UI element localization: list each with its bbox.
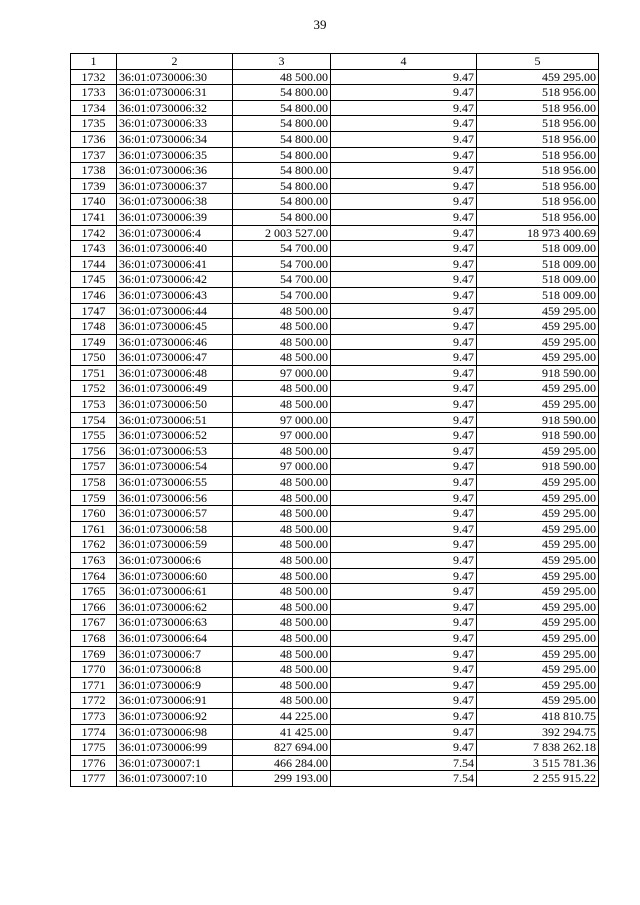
rate-value: 9.47 [331, 693, 477, 709]
area-value: 97 000.00 [233, 412, 331, 428]
cost-value: 459 295.00 [477, 475, 599, 491]
rate-value: 7.54 [331, 755, 477, 771]
area-value: 48 500.00 [233, 630, 331, 646]
area-value: 54 800.00 [233, 163, 331, 179]
row-number: 1765 [71, 584, 117, 600]
table-row [71, 147, 599, 163]
cadastral-number: 36:01:0730006:55 [117, 475, 233, 491]
rate-value: 9.47 [331, 147, 477, 163]
cost-value: 518 956.00 [477, 194, 599, 210]
cadastral-number: 36:01:0730006:40 [117, 241, 233, 257]
rate-value: 9.47 [331, 630, 477, 646]
area-value: 54 800.00 [233, 209, 331, 225]
row-number: 1757 [71, 459, 117, 475]
rate-value: 9.47 [331, 599, 477, 615]
cadastral-number: 36:01:0730006:39 [117, 209, 233, 225]
cost-value: 459 295.00 [477, 584, 599, 600]
table-row [71, 209, 599, 225]
row-number: 1769 [71, 646, 117, 662]
cost-value: 518 956.00 [477, 85, 599, 101]
cost-value: 459 295.00 [477, 397, 599, 413]
table-row [71, 225, 599, 241]
row-number: 1735 [71, 116, 117, 132]
cost-value: 518 956.00 [477, 178, 599, 194]
cadastral-number: 36:01:0730006:42 [117, 272, 233, 288]
rate-value: 9.47 [331, 537, 477, 553]
area-value: 54 800.00 [233, 131, 331, 147]
cadastral-number: 36:01:0730006:50 [117, 397, 233, 413]
cost-value: 3 515 781.36 [477, 755, 599, 771]
area-value: 54 700.00 [233, 256, 331, 272]
cost-value: 459 295.00 [477, 677, 599, 693]
cadastral-number: 36:01:0730006:9 [117, 677, 233, 693]
cadastral-number: 36:01:0730006:44 [117, 303, 233, 319]
rate-value: 9.47 [331, 397, 477, 413]
cost-value: 459 295.00 [477, 69, 599, 85]
cost-value: 518 956.00 [477, 116, 599, 132]
area-value: 48 500.00 [233, 303, 331, 319]
cadastral-number: 36:01:0730006:56 [117, 490, 233, 506]
row-number: 1756 [71, 443, 117, 459]
row-number: 1760 [71, 506, 117, 522]
rate-value: 9.47 [331, 85, 477, 101]
cadastral-number: 36:01:0730006:60 [117, 568, 233, 584]
table-row [71, 599, 599, 615]
column-header-1: 1 [71, 54, 117, 70]
cadastral-number: 36:01:0730006:52 [117, 428, 233, 444]
area-value: 48 500.00 [233, 537, 331, 553]
rate-value: 9.47 [331, 490, 477, 506]
table-row [71, 381, 599, 397]
table-row [71, 334, 599, 350]
table-row [71, 755, 599, 771]
cadastral-number: 36:01:0730006:99 [117, 740, 233, 756]
table-row [71, 521, 599, 537]
row-number: 1732 [71, 69, 117, 85]
table-row [71, 708, 599, 724]
cost-value: 459 295.00 [477, 381, 599, 397]
cadastral-number: 36:01:0730006:33 [117, 116, 233, 132]
cadastral-number: 36:01:0730006:35 [117, 147, 233, 163]
row-number: 1747 [71, 303, 117, 319]
area-value: 48 500.00 [233, 615, 331, 631]
area-value: 48 500.00 [233, 568, 331, 584]
area-value: 41 425.00 [233, 724, 331, 740]
cost-value: 459 295.00 [477, 537, 599, 553]
cadastral-number: 36:01:0730006:34 [117, 131, 233, 147]
rate-value: 9.47 [331, 69, 477, 85]
table-row [71, 163, 599, 179]
rate-value: 9.47 [331, 677, 477, 693]
table-row [71, 615, 599, 631]
table-row [71, 100, 599, 116]
area-value: 54 800.00 [233, 100, 331, 116]
rate-value: 9.47 [331, 241, 477, 257]
cost-value: 459 295.00 [477, 303, 599, 319]
rate-value: 9.47 [331, 272, 477, 288]
rate-value: 9.47 [331, 303, 477, 319]
cost-value: 918 590.00 [477, 412, 599, 428]
cadastral-number: 36:01:0730006:53 [117, 443, 233, 459]
row-number: 1766 [71, 599, 117, 615]
cadastral-number: 36:01:0730006:59 [117, 537, 233, 553]
row-number: 1744 [71, 256, 117, 272]
cadastral-number: 36:01:0730006:64 [117, 630, 233, 646]
cost-value: 459 295.00 [477, 521, 599, 537]
cadastral-number: 36:01:0730006:30 [117, 69, 233, 85]
table-row [71, 584, 599, 600]
area-value: 97 000.00 [233, 428, 331, 444]
table-row [71, 506, 599, 522]
column-header-5: 5 [477, 54, 599, 70]
area-value: 48 500.00 [233, 693, 331, 709]
rate-value: 9.47 [331, 287, 477, 303]
table-row [71, 537, 599, 553]
rate-value: 9.47 [331, 740, 477, 756]
rate-value: 9.47 [331, 256, 477, 272]
area-value: 54 800.00 [233, 194, 331, 210]
cost-value: 518 009.00 [477, 241, 599, 257]
row-number: 1773 [71, 708, 117, 724]
rate-value: 9.47 [331, 506, 477, 522]
table-row [71, 724, 599, 740]
area-value: 48 500.00 [233, 475, 331, 491]
row-number: 1755 [71, 428, 117, 444]
table-row [71, 178, 599, 194]
area-value: 48 500.00 [233, 334, 331, 350]
cadastral-number: 36:01:0730006:4 [117, 225, 233, 241]
cadastral-number: 36:01:0730006:54 [117, 459, 233, 475]
cadastral-number: 36:01:0730006:45 [117, 319, 233, 335]
cost-value: 459 295.00 [477, 334, 599, 350]
rate-value: 9.47 [331, 116, 477, 132]
rate-value: 9.47 [331, 100, 477, 116]
row-number: 1753 [71, 397, 117, 413]
cost-value: 518 009.00 [477, 287, 599, 303]
area-value: 54 700.00 [233, 272, 331, 288]
cost-value: 459 295.00 [477, 443, 599, 459]
row-number: 1739 [71, 178, 117, 194]
row-number: 1759 [71, 490, 117, 506]
table-body [71, 69, 599, 786]
table-row [71, 740, 599, 756]
area-value: 299 193.00 [233, 771, 331, 787]
row-number: 1752 [71, 381, 117, 397]
rate-value: 9.47 [331, 178, 477, 194]
row-number: 1771 [71, 677, 117, 693]
table-row [71, 662, 599, 678]
cadastral-number: 36:01:0730006:57 [117, 506, 233, 522]
table-row [71, 272, 599, 288]
cost-value: 459 295.00 [477, 693, 599, 709]
table-row [71, 131, 599, 147]
area-value: 48 500.00 [233, 381, 331, 397]
area-value: 97 000.00 [233, 365, 331, 381]
rate-value: 9.47 [331, 475, 477, 491]
table-row [71, 116, 599, 132]
cost-value: 459 295.00 [477, 490, 599, 506]
area-value: 2 003 527.00 [233, 225, 331, 241]
column-header-2: 2 [117, 54, 233, 70]
cadastral-number: 36:01:0730006:41 [117, 256, 233, 272]
area-value: 48 500.00 [233, 69, 331, 85]
rate-value: 9.47 [331, 708, 477, 724]
cost-value: 2 255 915.22 [477, 771, 599, 787]
area-value: 54 800.00 [233, 85, 331, 101]
cadastral-number: 36:01:0730006:37 [117, 178, 233, 194]
cost-value: 518 956.00 [477, 147, 599, 163]
row-number: 1741 [71, 209, 117, 225]
cadastral-number: 36:01:0730006:8 [117, 662, 233, 678]
column-header-3: 3 [233, 54, 331, 70]
cadastral-number: 36:01:0730006:47 [117, 350, 233, 366]
row-number: 1777 [71, 771, 117, 787]
row-number: 1768 [71, 630, 117, 646]
table-row [71, 771, 599, 787]
cost-value: 459 295.00 [477, 646, 599, 662]
cadastral-number: 36:01:0730006:43 [117, 287, 233, 303]
cadastral-number: 36:01:0730006:48 [117, 365, 233, 381]
table-row [71, 428, 599, 444]
cadastral-number: 36:01:0730006:38 [117, 194, 233, 210]
row-number: 1745 [71, 272, 117, 288]
cost-value: 459 295.00 [477, 319, 599, 335]
row-number: 1734 [71, 100, 117, 116]
cost-value: 518 009.00 [477, 256, 599, 272]
area-value: 466 284.00 [233, 755, 331, 771]
rate-value: 9.47 [331, 553, 477, 569]
table-row [71, 365, 599, 381]
table-row [71, 568, 599, 584]
area-value: 54 800.00 [233, 116, 331, 132]
cadastral-number: 36:01:0730006:32 [117, 100, 233, 116]
rate-value: 9.47 [331, 443, 477, 459]
land-plot-table [70, 53, 599, 787]
row-number: 1767 [71, 615, 117, 631]
cost-value: 459 295.00 [477, 662, 599, 678]
cadastral-number: 36:01:0730006:61 [117, 584, 233, 600]
table-row [71, 350, 599, 366]
table-row [71, 319, 599, 335]
table-row [71, 630, 599, 646]
row-number: 1763 [71, 553, 117, 569]
rate-value: 9.47 [331, 584, 477, 600]
rate-value: 9.47 [331, 365, 477, 381]
row-number: 1764 [71, 568, 117, 584]
cadastral-number: 36:01:0730006:36 [117, 163, 233, 179]
rate-value: 9.47 [331, 724, 477, 740]
row-number: 1746 [71, 287, 117, 303]
table-row [71, 459, 599, 475]
rate-value: 9.47 [331, 131, 477, 147]
cadastral-number: 36:01:0730006:6 [117, 553, 233, 569]
table-row [71, 303, 599, 319]
cost-value: 459 295.00 [477, 553, 599, 569]
rate-value: 9.47 [331, 428, 477, 444]
area-value: 48 500.00 [233, 443, 331, 459]
table-row [71, 256, 599, 272]
table-row [71, 677, 599, 693]
cost-value: 459 295.00 [477, 630, 599, 646]
cost-value: 918 590.00 [477, 428, 599, 444]
row-number: 1742 [71, 225, 117, 241]
rate-value: 9.47 [331, 163, 477, 179]
cadastral-number: 36:01:0730006:58 [117, 521, 233, 537]
row-number: 1738 [71, 163, 117, 179]
cadastral-number: 36:01:0730006:98 [117, 724, 233, 740]
table-row [71, 85, 599, 101]
cadastral-number: 36:01:0730006:62 [117, 599, 233, 615]
rate-value: 9.47 [331, 319, 477, 335]
cadastral-number: 36:01:0730006:92 [117, 708, 233, 724]
cadastral-number: 36:01:0730006:46 [117, 334, 233, 350]
rate-value: 7.54 [331, 771, 477, 787]
table-row [71, 194, 599, 210]
table-row [71, 397, 599, 413]
area-value: 48 500.00 [233, 553, 331, 569]
area-value: 48 500.00 [233, 319, 331, 335]
row-number: 1737 [71, 147, 117, 163]
cost-value: 518 956.00 [477, 131, 599, 147]
cadastral-number: 36:01:0730007:1 [117, 755, 233, 771]
cost-value: 459 295.00 [477, 506, 599, 522]
cost-value: 459 295.00 [477, 568, 599, 584]
area-value: 54 700.00 [233, 287, 331, 303]
table-header-row [71, 54, 599, 70]
rate-value: 9.47 [331, 209, 477, 225]
rate-value: 9.47 [331, 334, 477, 350]
area-value: 97 000.00 [233, 459, 331, 475]
row-number: 1749 [71, 334, 117, 350]
table-row [71, 241, 599, 257]
cadastral-number: 36:01:0730006:49 [117, 381, 233, 397]
area-value: 48 500.00 [233, 646, 331, 662]
row-number: 1751 [71, 365, 117, 381]
table-row [71, 553, 599, 569]
row-number: 1743 [71, 241, 117, 257]
area-value: 48 500.00 [233, 506, 331, 522]
area-value: 48 500.00 [233, 599, 331, 615]
rate-value: 9.47 [331, 646, 477, 662]
row-number: 1750 [71, 350, 117, 366]
cadastral-number: 36:01:0730006:7 [117, 646, 233, 662]
area-value: 54 800.00 [233, 147, 331, 163]
area-value: 48 500.00 [233, 350, 331, 366]
row-number: 1758 [71, 475, 117, 491]
rate-value: 9.47 [331, 568, 477, 584]
rate-value: 9.47 [331, 225, 477, 241]
row-number: 1776 [71, 755, 117, 771]
row-number: 1761 [71, 521, 117, 537]
row-number: 1774 [71, 724, 117, 740]
row-number: 1733 [71, 85, 117, 101]
cost-value: 7 838 262.18 [477, 740, 599, 756]
area-value: 48 500.00 [233, 521, 331, 537]
rate-value: 9.47 [331, 662, 477, 678]
row-number: 1772 [71, 693, 117, 709]
row-number: 1775 [71, 740, 117, 756]
area-value: 54 800.00 [233, 178, 331, 194]
table-row [71, 693, 599, 709]
area-value: 48 500.00 [233, 662, 331, 678]
cadastral-number: 36:01:0730006:51 [117, 412, 233, 428]
area-value: 48 500.00 [233, 584, 331, 600]
rate-value: 9.47 [331, 350, 477, 366]
rate-value: 9.47 [331, 194, 477, 210]
cost-value: 918 590.00 [477, 365, 599, 381]
area-value: 48 500.00 [233, 490, 331, 506]
cost-value: 459 295.00 [477, 599, 599, 615]
table-row [71, 646, 599, 662]
rate-value: 9.47 [331, 381, 477, 397]
rate-value: 9.47 [331, 459, 477, 475]
cost-value: 459 295.00 [477, 350, 599, 366]
table-row [71, 443, 599, 459]
rate-value: 9.47 [331, 412, 477, 428]
row-number: 1754 [71, 412, 117, 428]
cadastral-number: 36:01:0730006:63 [117, 615, 233, 631]
cost-value: 518 956.00 [477, 100, 599, 116]
area-value: 48 500.00 [233, 677, 331, 693]
row-number: 1762 [71, 537, 117, 553]
cost-value: 518 956.00 [477, 163, 599, 179]
table-row [71, 490, 599, 506]
cost-value: 918 590.00 [477, 459, 599, 475]
rate-value: 9.47 [331, 521, 477, 537]
rate-value: 9.47 [331, 615, 477, 631]
cost-value: 418 810.75 [477, 708, 599, 724]
row-number: 1748 [71, 319, 117, 335]
page-number: 39 [313, 17, 327, 32]
table-row [71, 287, 599, 303]
row-number: 1770 [71, 662, 117, 678]
area-value: 827 694.00 [233, 740, 331, 756]
table-row [71, 69, 599, 85]
table-row [71, 475, 599, 491]
cost-value: 518 009.00 [477, 272, 599, 288]
area-value: 44 225.00 [233, 708, 331, 724]
column-header-4: 4 [331, 54, 477, 70]
table-row [71, 412, 599, 428]
cost-value: 392 294.75 [477, 724, 599, 740]
cost-value: 459 295.00 [477, 615, 599, 631]
area-value: 54 700.00 [233, 241, 331, 257]
cadastral-number: 36:01:0730006:31 [117, 85, 233, 101]
cost-value: 18 973 400.69 [477, 225, 599, 241]
cost-value: 518 956.00 [477, 209, 599, 225]
area-value: 48 500.00 [233, 397, 331, 413]
row-number: 1740 [71, 194, 117, 210]
row-number: 1736 [71, 131, 117, 147]
cadastral-number: 36:01:0730007:10 [117, 771, 233, 787]
cadastral-number: 36:01:0730006:91 [117, 693, 233, 709]
